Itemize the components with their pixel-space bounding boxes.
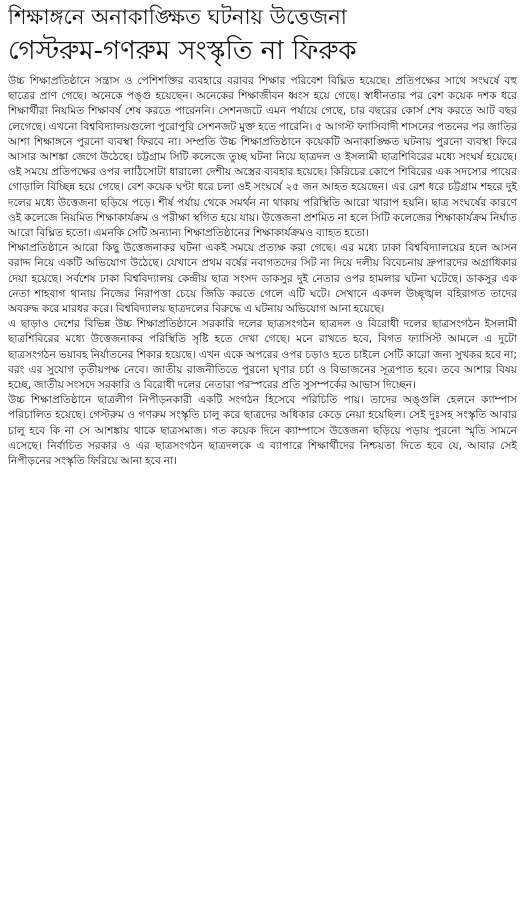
article-headline: গেস্টরুম-গণরুম সংস্কৃতি না ফিরুক bbox=[8, 36, 357, 66]
article-paragraph-2: শিক্ষাপ্রতিষ্ঠানে আরো কিছু উত্তেজনাকর ঘটনা একই সময়ে প্রত্যক্ষ করা গেছে। এর মধ্যে ঢাকা বিশ্ববিদ্যালয়ের হলে আসন বরাদ্দ নিয়ে একটি অভিযোগ উঠেছে। যেখানে প্রথম বর্ষের নবাগতদের সিট না দিয়ে দলীয় বিবেচনায় দ্রুপারদের অগ্রাধিকার দেয়া হয়েছে। সর্বশেষ ঢাকা বিশ্ববিদ্যালয় কেন্দ্রীয় ছাত্র সংসদ ডাকসুর দুই নেতার ওপর হামলার ঘটনা ঘটেছে। ডাকসুর এক নেতা শাহবাগ থানায় নিজের নিরাপত্তা চেয়ে জিডি করতে গেলে এটি ঘটে। সেখানে একদল উচ্ছৃঙ্খল বহিরাগত তাদের অবরুদ্ধ করে মারধর করে। বিশ্ববিদ্যালয় ছাত্রদলের বিরুদ্ধে এ ঘটনায় অভিযোগ আনা হয়েছে। bbox=[8, 242, 517, 316]
article-paragraph-1: উচ্চ শিক্ষাপ্রতিষ্ঠানে সন্ত্রাস ও পেশিশক্তির ব্যবহারে বরাবর শিক্ষার পরিবেশ বিঘ্নিত হয়েছে। প্রতিপক্ষের সাথে সংঘর্ষে বহু ছাত্রের প্রাণ গেছে। অনেকে পঙ্গু হয়েছেন। অনেকের শিক্ষাজীবন ধ্বংস হয়ে গেছে। স্বাধীনতার পর বেশ কয়েক দশক ধরে শিক্ষার্থীরা নিয়মিত শিক্ষাবর্ষ শেষ করতে পারেননি। সেশনজটে এমন পর্যায়ে গেছে, চার বছরের কোর্স শেষ করতে আট বছর লেগেছে। এখনো বিশ্ববিদ্যালয়গুলো পুরোপুরি সেশনজট মুক্ত হতে পারেনি। ৫ আগস্ট ফ্যাসিবাদী শাসনের পতনের পর জাতির আশা শিক্ষাঙ্গনে পুরনো ব্যবস্থা ফিরবে না। সম্প্রতি উচ্চ শিক্ষাপ্রতিষ্ঠানে কয়েকটি অনাকাঙ্ক্ষিত ঘটনায় পুরনো ব্যবস্থা ফিরে আসার আশঙ্কা জেগে উঠেছে। চট্টগ্রাম সিটি কলেজে তুচ্ছ ঘটনা নিয়ে ছাত্রদল ও ইসলামী ছাত্রশিবিরের মধ্যে সংঘর্ষ হয়েছে। ওই সময়ে প্রতিপক্ষের ওপর লাঠিসোটা ধারালো দেশীয় অস্ত্রের ব্যবহার হয়েছে। কিরিচের কোপে শিবিরের এক সদস্যের পায়ের গোড়ালি বিচ্ছিন্ন হয়ে গেছে। বেশ কয়েক ঘণ্টা ধরে চলা ওই সংঘর্ষে ২৫ জন আহত হয়েছেন। এর রেশ ধরে চট্টগ্রাম শহরে দুই দলের মধ্যে উত্তেজনা ছড়িয়ে পড়ে। শীর্ষ পর্যায় থেকে সমর্থন না থাকায় পরিস্থিতি আরো খারাপ হয়নি। ছাত্র সংঘর্ষের কারণে ওই কলেজে নিয়মিত শিক্ষাকার্যক্রম ও পরীক্ষা স্থগিত হয়ে যায়। উত্তেজনা প্রশমিত না হলে সিটি কলেজের শিক্ষাকার্যক্রম নির্ঘাত আরো বিঘ্নিত হতো। এমনকি সেটি অন্যান্য শিক্ষাপ্রতিষ্ঠানের শিক্ষাকার্যক্রমও ব্যাহত হতো। bbox=[8, 75, 517, 240]
article-paragraph-4: উচ্চ শিক্ষাপ্রতিষ্ঠানে ছাত্রলীগ নিপীড়নকারী একটি সংগঠন হিসেবে পরিচিতি পায়। তাদের অঙ্গুলি হেলনে ক্যাম্পাস পরিচালিত হয়েছে। গেস্টরুম ও গণরুম সংস্কৃতি চালু করে ছাত্রদের অধিকার কেড়ে নেয়া হয়েছিল। সেই দুঃসহ সংস্কৃতি আবার চালু হবে কি না সে আশঙ্কায় থাকে ছাত্রসমাজ। গত কয়েক দিনে ক্যাম্পাসে উত্তেজনা ছড়িয়ে পড়ায় পুরনো স্মৃতি সামনে এসেছে। নির্বাচিত সরকার ও এর ছাত্রসংগঠন ছাত্রদলকে এ ব্যাপারে শিক্ষার্থীদের নিশ্চয়তা দিতে হবে যে, আবার সেই নিপীড়নের সংস্কৃতি ফিরিয়ে আনা হবে না। bbox=[8, 394, 517, 468]
article-paragraph-3: এ ছাড়াও দেশের বিভিন্ন উচ্চ শিক্ষাপ্রতিষ্ঠানে সরকারি দলের ছাত্রসংগঠন ছাত্রদল ও বিরোধী দলের ছাত্রসংগঠন ইসলামী ছাত্রশিবিরের মধ্যে উত্তেজনাকর পরিস্থিতি সৃষ্টি হতে দেখা গেছে। মনে রাখতে হবে, বিগত ফ্যাসিস্ট আমলে এ দুটো ছাত্রসংগঠন ভয়াবহ নির্যাতনের শিকার হয়েছে। এখন একে অপরের ওপর চড়াও হতে চাইলে সেটি কারো জন্য সুখকর হবে না; বরং এর সুযোগ তৃতীয়পক্ষ নেবে। জাতীয় রাজনীতিতে পুরনো ঘৃণার চর্চা ও বিভাজনের সূত্রপাত হবে। তবে আশার বিষয় হচ্ছে, জাতীয় সংসদে সরকারি ও বিরোধী দলের নেতারা পরস্পরের প্রতি সুসম্পর্কের আভাস দিচ্ছেন। bbox=[8, 318, 517, 392]
article-kicker: শিক্ষাঙ্গনে অনাকাঙ্ক্ষিত ঘটনায় উত্তেজনা bbox=[8, 5, 347, 29]
article-body bbox=[8, 74, 517, 469]
